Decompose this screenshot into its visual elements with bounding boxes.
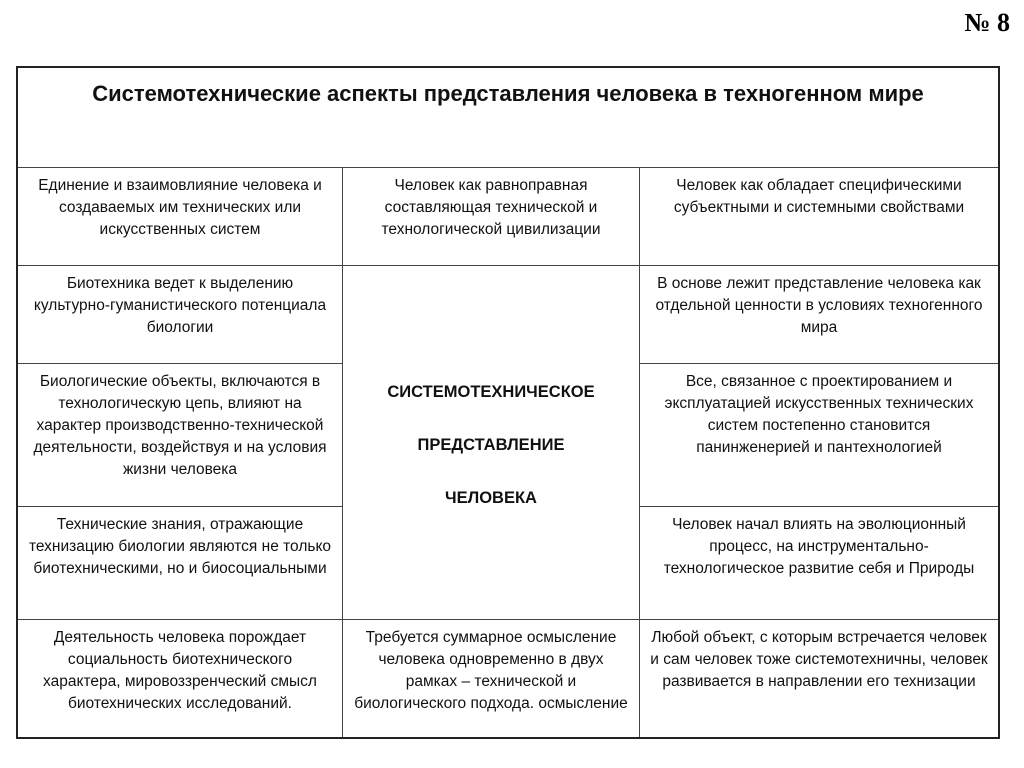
- center-line-3: ЧЕЛОВЕКА: [445, 489, 537, 507]
- column-header-1: Единение и взаимовлияние человека и создаваемых им технических или искусственных систем: [18, 168, 343, 266]
- column-header-3: Человек как обладает специфическими субъектными и системными свойствами: [640, 168, 998, 266]
- right-cell-1: В основе лежит представление человека как отдельной ценности в условиях техногенного мира: [640, 266, 998, 364]
- center-bottom-cell: Требуется суммарное осмысление человека одновременно в двух рамках – технической и биологического подхода. осмысление: [343, 620, 640, 737]
- systemotechnical-representation-block: [343, 266, 640, 620]
- aspects-table: [16, 66, 1000, 739]
- left-cell-2: Биологические объекты, включаются в технологическую цепь, влияют на характер производственно-технической деятельности, воздействуя и на условия жизни человека: [18, 364, 343, 507]
- table-title: Системотехнические аспекты представления человека в техногенном мире: [18, 68, 998, 168]
- right-cell-3: Человек начал влиять на эволюционный процесс, на инструментально-технологическое развитие себя и Природы: [640, 507, 998, 620]
- center-line-1: СИСТЕМОТЕХНИЧЕСКОЕ: [387, 383, 595, 401]
- left-cell-4: Деятельность человека порождает социальность биотехнического характера, мировоззренческий смысл биотехнических исследований.: [18, 620, 343, 737]
- center-line-2: ПРЕДСТАВЛЕНИЕ: [417, 436, 565, 454]
- left-cell-1: Биотехника ведет к выделению культурно-гуманистического потенциала биологии: [18, 266, 343, 364]
- right-cell-2: Все, связанное с проектированием и эксплуатацией искусственных технических систем постепенно становится панинженерией и пантехнологией: [640, 364, 998, 507]
- left-cell-3: Технические знания, отражающие технизацию биологии являются не только биотехническими, но и биосоциальными: [18, 507, 343, 620]
- column-header-2: Человек как равноправная составляющая технической и технологической цивилизации: [343, 168, 640, 266]
- right-cell-4: Любой объект, с которым встречается человек и сам человек тоже системотехничны, человек развивается в направлении его технизации: [650, 629, 988, 690]
- slide-number: № 8: [964, 8, 1010, 37]
